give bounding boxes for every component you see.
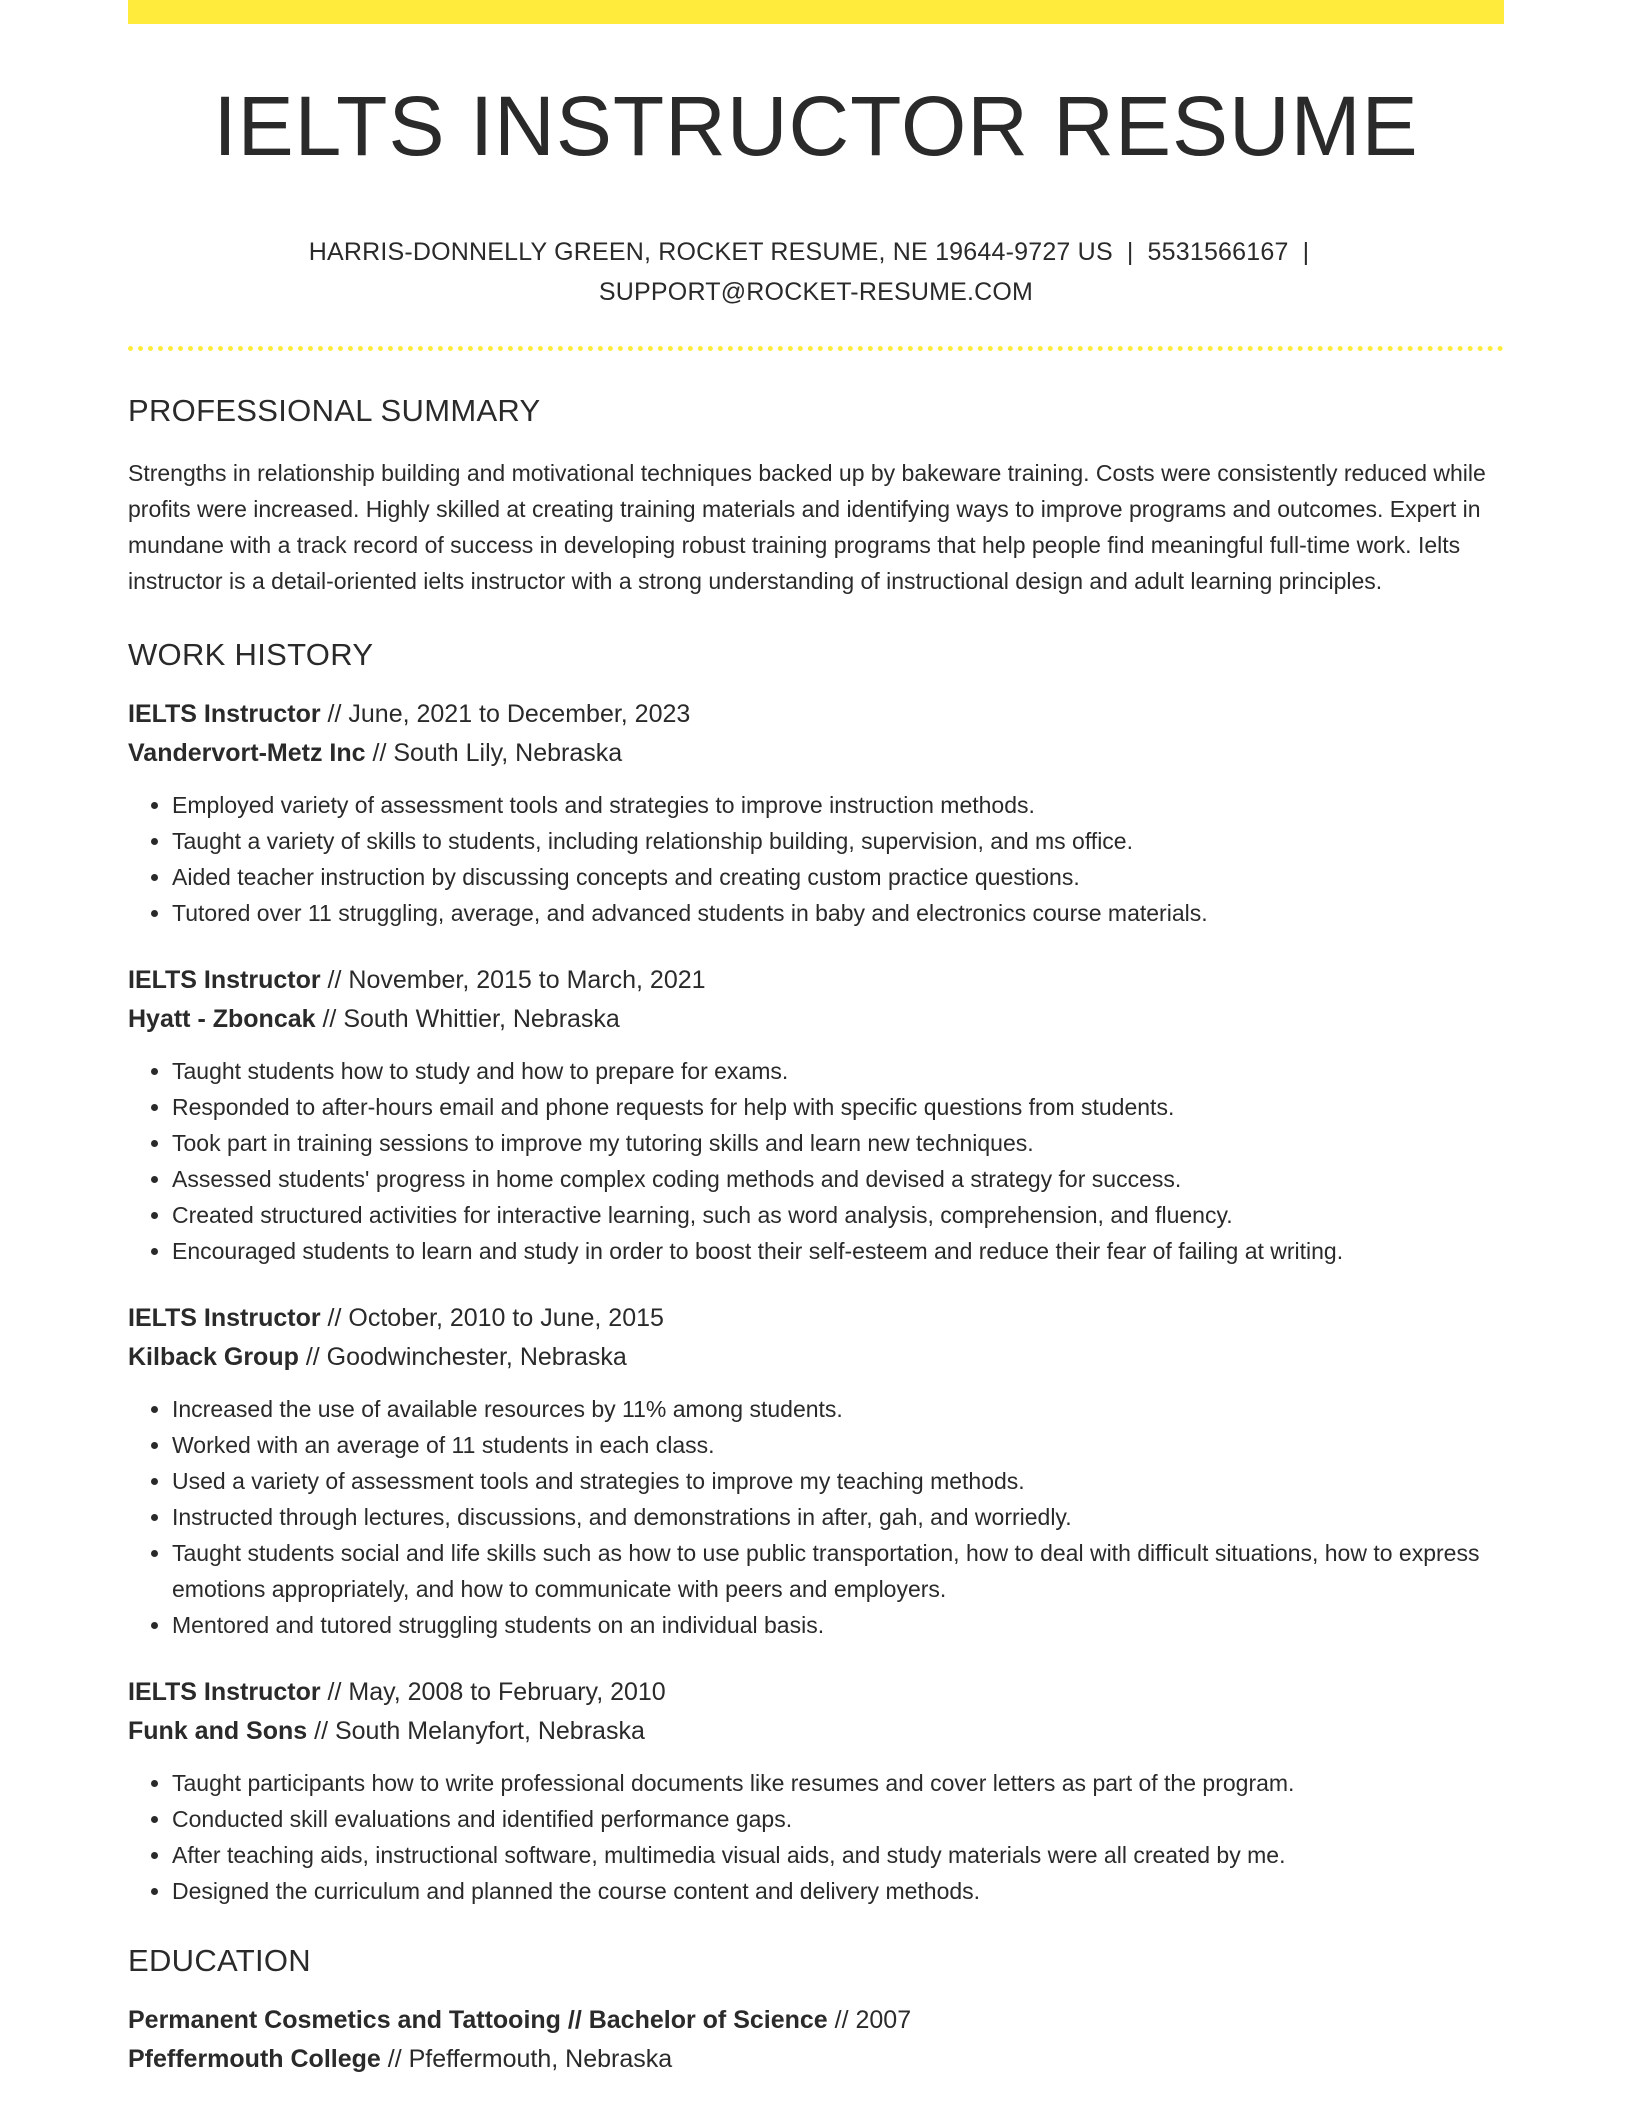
contact-separator: |: [1302, 238, 1310, 267]
job-bullets: [128, 787, 1504, 931]
job-company-line: [128, 734, 1504, 773]
education-location: // Pfeffermouth, Nebraska: [380, 2045, 673, 2074]
job-location: // South Whittier, Nebraska: [315, 1005, 620, 1034]
job-bullet: • Worked with an average of 11 students in each class.: [172, 1427, 1504, 1463]
education-program: Permanent Cosmetics and Tattooing // Bachelor of Science: [128, 2006, 828, 2035]
job-title-line: [128, 695, 1504, 734]
job-bullet: • Tutored over 11 struggling, average, and advanced students in baby and electronics course materials.: [172, 895, 1504, 931]
job-bullet: • Used a variety of assessment tools and strategies to improve my teaching methods.: [172, 1463, 1504, 1499]
education-program-line: [128, 2001, 1504, 2040]
job-dates: // October, 2010 to June, 2015: [320, 1304, 664, 1333]
job-company: Kilback Group: [128, 1343, 299, 1372]
job-bullet: • Encouraged students to learn and study in order to boost their self-esteem and reduce their fear of failing at writing.: [172, 1233, 1504, 1269]
education-school: Pfeffermouth College: [128, 2045, 381, 2074]
education-heading: EDUCATION: [128, 1943, 311, 1979]
dotted-divider: [128, 346, 1504, 351]
job-title: IELTS Instructor: [128, 700, 321, 729]
job-entry: [128, 695, 1504, 931]
education-entry: [128, 2001, 1504, 2079]
job-company: Funk and Sons: [128, 1717, 308, 1746]
education-school-line: [128, 2040, 1504, 2079]
job-bullet: • Taught students social and life skills such as how to use public transportation, how to deal with difficult situations, how to express emotions appropriately, and how to communicate with peers and employers.: [172, 1535, 1504, 1607]
job-bullet: • Taught a variety of skills to students, including relationship building, supervision, and ms office.: [172, 823, 1504, 859]
job-dates: // June, 2021 to December, 2023: [320, 700, 691, 729]
job-title-line: [128, 961, 1504, 1000]
contact-info: [296, 232, 1336, 312]
contact-address: HARRIS-DONNELLY GREEN, ROCKET RESUME, NE 19644-9727 US: [308, 238, 1113, 267]
job-entry: [128, 961, 1504, 1269]
job-bullets: [128, 1391, 1504, 1643]
job-bullet: • Mentored and tutored struggling students on an individual basis.: [172, 1607, 1504, 1643]
job-bullet: • Conducted skill evaluations and identified performance gaps.: [172, 1801, 1504, 1837]
job-company-line: [128, 1000, 1504, 1039]
job-bullet: • Took part in training sessions to improve my tutoring skills and learn new techniques.: [172, 1125, 1504, 1161]
job-location: // South Melanyfort, Nebraska: [307, 1717, 645, 1746]
job-entry: [128, 1673, 1504, 1909]
job-title: IELTS Instructor: [128, 1678, 321, 1707]
job-company-line: [128, 1712, 1504, 1751]
accent-bar: [128, 0, 1504, 24]
job-bullet: • Taught participants how to write professional documents like resumes and cover letters as part of the program.: [172, 1765, 1504, 1801]
job-bullets: [128, 1053, 1504, 1269]
job-title-line: [128, 1673, 1504, 1712]
job-bullet: • Created structured activities for interactive learning, such as word analysis, comprehension, and fluency.: [172, 1197, 1504, 1233]
job-title: IELTS Instructor: [128, 1304, 321, 1333]
job-title: IELTS Instructor: [128, 966, 321, 995]
job-company-line: [128, 1338, 1504, 1377]
job-location: // Goodwinchester, Nebraska: [298, 1343, 627, 1372]
job-bullets: [128, 1765, 1504, 1909]
job-bullet: • Aided teacher instruction by discussing concepts and creating custom practice questions.: [172, 859, 1504, 895]
job-bullet: • Taught students how to study and how to prepare for exams.: [172, 1053, 1504, 1089]
job-dates: // May, 2008 to February, 2010: [320, 1678, 666, 1707]
education-year: // 2007: [827, 2006, 912, 2035]
job-bullet: • Responded to after-hours email and phone requests for help with specific questions from students.: [172, 1089, 1504, 1125]
summary-text: Strengths in relationship building and motivational techniques backed up by bakeware training. Costs were consistently reduced while profits were increased. Highly skilled at creating training materials and identifying ways to improve programs and outcomes. Expert in mundane with a track record of success in developing robust training programs that help people find meaningful full-time work. Ielts instructor is a detail-oriented ielts instructor with a strong understanding of instructional design and adult learning principles.: [128, 460, 1486, 595]
contact-email[interactable]: SUPPORT@ROCKET-RESUME.COM: [598, 278, 1034, 307]
resume-page: [128, 0, 1504, 2079]
contact-phone[interactable]: 5531566167: [1147, 238, 1289, 267]
contact-separator: |: [1126, 238, 1134, 267]
summary-heading: PROFESSIONAL SUMMARY: [128, 393, 541, 429]
job-bullet: • Instructed through lectures, discussions, and demonstrations in after, gah, and worriedly.: [172, 1499, 1504, 1535]
job-entry: [128, 1299, 1504, 1643]
job-location: // South Lily, Nebraska: [365, 739, 623, 768]
job-company: Vandervort-Metz Inc: [128, 739, 366, 768]
job-bullet: • Increased the use of available resources by 11% among students.: [172, 1391, 1504, 1427]
job-bullet: • Employed variety of assessment tools and strategies to improve instruction methods.: [172, 787, 1504, 823]
job-bullet: • Designed the curriculum and planned the course content and delivery methods.: [172, 1873, 1504, 1909]
job-title-line: [128, 1299, 1504, 1338]
job-bullet: • After teaching aids, instructional software, multimedia visual aids, and study materials were all created by me.: [172, 1837, 1504, 1873]
job-bullet: • Assessed students' progress in home complex coding methods and devised a strategy for success.: [172, 1161, 1504, 1197]
page-title: IELTS INSTRUCTOR RESUME: [213, 79, 1419, 173]
job-dates: // November, 2015 to March, 2021: [320, 966, 706, 995]
job-company: Hyatt - Zboncak: [128, 1005, 316, 1034]
work-history-heading: WORK HISTORY: [128, 637, 374, 673]
